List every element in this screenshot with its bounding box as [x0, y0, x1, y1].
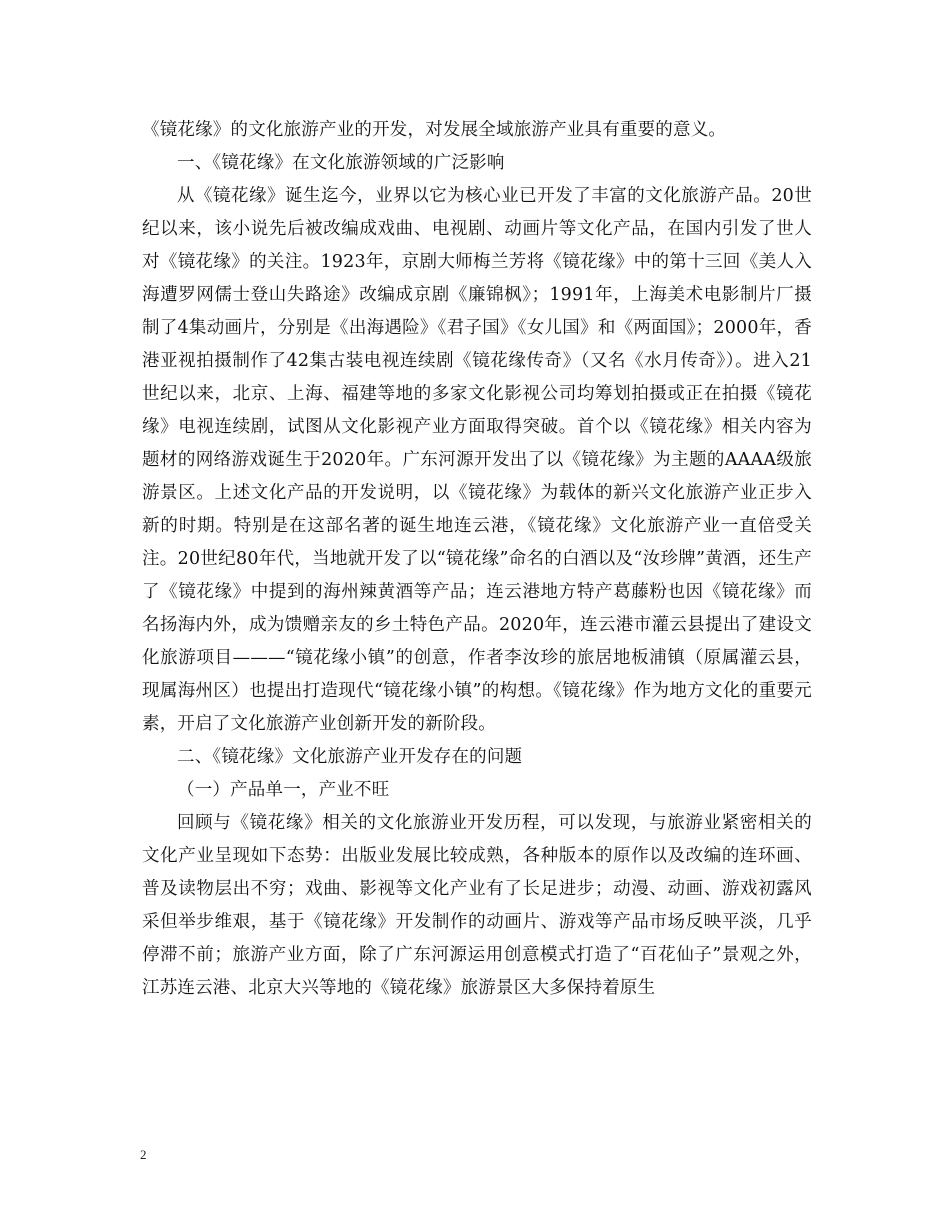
- paragraph-continued-intro: 《镜花缘》的文化旅游产业的开发，对发展全域旅游产业具有重要的意义。: [142, 120, 727, 140]
- section-heading-2: 二、《镜花缘》文化旅游产业开发存在的问题: [177, 747, 523, 767]
- document-body: [142, 114, 812, 1005]
- subsection-heading-2-1: （一）产品单一，产业不旺: [177, 780, 390, 800]
- paragraph-review: 回顾与《镜花缘》相关的文化旅游业开发历程，可以发现，与旅游业紧密相关的文化产业呈现如下态势：出版业发展比较成熟，各种版本的原作以及改编的连环画、普及读物层出不穷；戏曲、影视等文化产业有了长足进步；动漫、动画、游戏初露风采但举步维艰，基于《镜花缘》开发制作的动画片、游戏等产品市场反映平淡，几乎停滞不前；旅游产业方面，除了广东河源运用创意模式打造了“百花仙子”景观之外，江苏连云港、北京大兴等地的《镜花缘》旅游景区大多保持着原生: [142, 813, 812, 998]
- paragraph-influence: 从《镜花缘》诞生迄今，业界以它为核心业已开发了丰富的文化旅游产品。20世纪以来，该小说先后被改编成戏曲、电视剧、动画片等文化产品，在国内引发了世人对《镜花缘》的关注。1923年，京剧大师梅兰芳将《镜花缘》中的第十三回《美人入海遭罗网儒士登山失路途》改编成京剧《廉锦枫》；1991年，上海美术电影制片厂摄制了4集动画片，分别是《出海遇险》《君子国》《女儿国》和《两面国》；2000年，香港亚视拍摄制作了42集古装电视连续剧《镜花缘传奇》（又名《水月传奇》）。进入21世纪以来，北京、上海、福建等地的多家文化影视公司均筹划拍摄或正在拍摄《镜花缘》电视连续剧，试图从文化影视产业方面取得突破。首个以《镜花缘》相关内容为题材的网络游戏诞生于2020年。广东河源开发出了以《镜花缘》为主题的AAAA级旅游景区。上述文化产品的开发说明，以《镜花缘》为载体的新兴文化旅游产业正步入新的时期。特别是在这部名著的诞生地连云港，《镜花缘》文化旅游产业一直倍受关注。20世纪80年代，当地就开发了以“镜花缘”命名的白酒以及“汝珍牌”黄酒，还生产了《镜花缘》中提到的海州辣黄酒等产品；连云港地方特产葛藤粉也因《镜花缘》而名扬海内外，成为馈赠亲友的乡土特色产品。2020年，连云港市灌云县提出了建设文化旅游项目———“镜花缘小镇”的创意，作者李汝珍的旅居地板浦镇（原属灌云县，现属海州区）也提出打造现代“镜花缘小镇”的构想。《镜花缘》作为地方文化的重要元素，开启了文化旅游产业创新开发的新阶段。: [142, 186, 812, 734]
- page-number: 2: [140, 1147, 147, 1162]
- section-heading-1: 一、《镜花缘》在文化旅游领域的广泛影响: [177, 153, 505, 173]
